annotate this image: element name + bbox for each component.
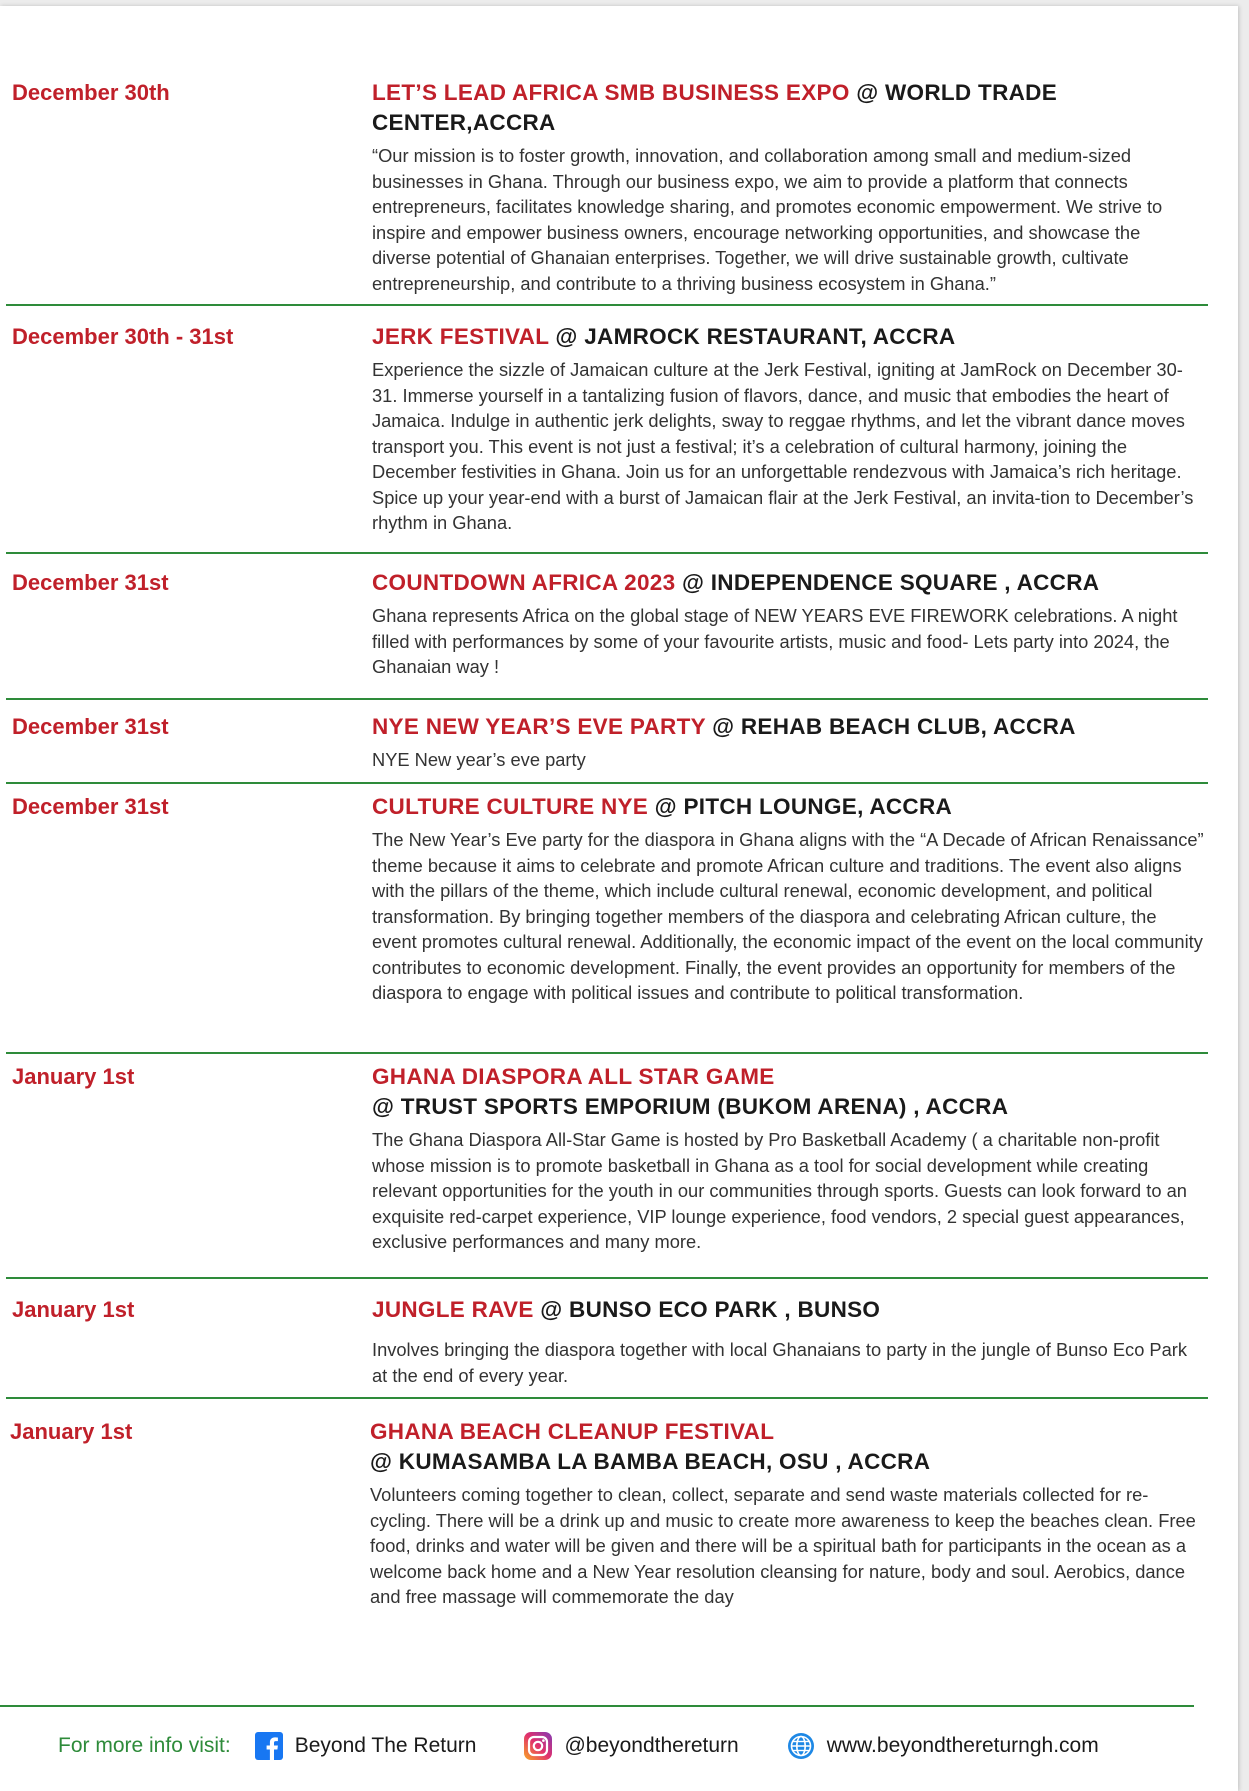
event-venue: @ REHAB BEACH CLUB, ACCRA [712, 714, 1076, 739]
event-title [372, 568, 1204, 598]
event-content [372, 1062, 1208, 1277]
event-name: GHANA DIASPORA ALL STAR GAME [372, 1064, 775, 1089]
event-row [6, 554, 1208, 700]
event-title [372, 322, 1204, 352]
facebook-icon [255, 1732, 283, 1760]
events-list [0, 78, 1238, 1629]
event-venue: @ PITCH LOUNGE, ACCRA [654, 794, 953, 819]
event-title [370, 1417, 1202, 1477]
event-venue: @ KUMASAMBA LA BAMBA BEACH, OSU , ACCRA [370, 1449, 931, 1474]
event-name: COUNTDOWN AFRICA 2023 [372, 570, 676, 595]
event-row [6, 306, 1208, 554]
event-venue: @ WORLD TRADE CENTER,ACCRA [372, 80, 1058, 135]
event-date: January 1st [12, 1064, 135, 1089]
event-row [4, 1399, 1206, 1629]
event-date: December 31st [12, 714, 169, 739]
website-label: www.beyondthereturngh.com [826, 1734, 1099, 1757]
event-row [6, 784, 1208, 1054]
event-row [6, 700, 1208, 784]
event-date: December 30th [12, 80, 170, 105]
globe-icon [787, 1732, 815, 1760]
event-content [372, 1295, 1208, 1397]
event-row [6, 1054, 1208, 1279]
event-content [372, 712, 1208, 782]
instagram-icon [524, 1732, 552, 1760]
event-title [372, 1062, 1204, 1122]
event-description: NYE New year’s eve party [372, 749, 586, 770]
instagram-label: @beyondthereturn [564, 1734, 739, 1757]
event-name: NYE NEW YEAR’S EVE PARTY [372, 714, 706, 739]
event-description: Experience the sizzle of Jamaican culture at the Jerk Festival, igniting at JamRock on December 30-31. Immerse yourself in a tantalizing fusion of flavors, dance, and music that embodies the heart of Jamaica. Indulge in authentic jerk delights, sway to reggae rhythms, and let the vibrant dance moves transport you. This event is not just a festival; it’s a celebration of cultural harmony, joining the December festivities in Ghana. Join us for an unforgettable rendezvous with Jamaica’s rich heritage. Spice up your year-end with a burst of Jamaican flair at the Jerk Festival, an invita-tion to December’s rhythm in Ghana. [372, 359, 1194, 533]
event-content [372, 792, 1208, 1052]
event-name: LET’S LEAD AFRICA SMB BUSINESS EXPO [372, 80, 850, 105]
event-date: December 31st [12, 794, 169, 819]
event-date: January 1st [10, 1419, 133, 1444]
event-venue: @ TRUST SPORTS EMPORIUM (BUKOM ARENA) , ACCRA [372, 1094, 1009, 1119]
event-row [6, 1279, 1208, 1399]
event-name: GHANA BEACH CLEANUP FESTIVAL [370, 1419, 775, 1444]
event-title [372, 78, 1204, 138]
event-date: December 31st [12, 570, 169, 595]
event-name: JERK FESTIVAL [372, 324, 549, 349]
event-description: The Ghana Diaspora All-Star Game is hosted by Pro Basketball Academy ( a charitable non-profit whose mission is to promote basketball in Ghana as a tool for social development while creating relevant opportunities for the youth in our communities through sports. Guests can look forward to an exquisite red-carpet experience, VIP lounge experience, food vendors, 2 special guest appearances, exclusive performances and many more. [372, 1129, 1187, 1252]
event-name: CULTURE CULTURE NYE [372, 794, 649, 819]
event-venue: @ INDEPENDENCE SQUARE , ACCRA [681, 570, 1100, 595]
event-date: January 1st [12, 1297, 135, 1322]
event-title [372, 1295, 1204, 1325]
event-content [370, 1417, 1206, 1629]
event-title [372, 712, 1204, 742]
event-venue: @ JAMROCK RESTAURANT, ACCRA [555, 324, 956, 349]
event-venue: @ BUNSO ECO PARK , BUNSO [540, 1297, 881, 1322]
event-row [6, 78, 1208, 306]
website-link[interactable] [787, 1732, 1099, 1760]
event-content [372, 568, 1208, 698]
footer-lead-text: For more info visit: [58, 1734, 231, 1757]
footer [58, 1728, 1147, 1764]
event-title [372, 792, 1204, 822]
event-content [372, 78, 1208, 304]
event-date: December 30th - 31st [12, 324, 234, 349]
event-description: “Our mission is to foster growth, innovation, and collaboration among small and medium-sized businesses in Ghana. Through our business expo, we aim to provide a platform that connects entrepreneurs, facilitates knowledge sharing, and promotes economic empowerment. We strive to inspire and empower business owners, encourage networking opportunities, and showcase the diverse potential of Ghanaian enterprises. Together, we will drive sustainable growth, cultivate entrepreneurship, and contribute to a thriving business ecosystem in Ghana.” [372, 145, 1163, 294]
document-page [0, 6, 1238, 1791]
facebook-label: Beyond The Return [294, 1734, 477, 1757]
event-description: Involves bringing the diaspora together with local Ghanaians to party in the jungle of Bunso Eco Park at the end of every year. [372, 1339, 1188, 1386]
event-description: Volunteers coming together to clean, collect, separate and send waste materials collected for re-cycling. There will be a drink up and music to create more awareness to keep the beaches clean. Free food, drinks and water will be given and there will be a spiritual bath for participants in the ocean as a welcome back home and a New Year resolution cleansing for nature, body and soul. Aerobics, dance and free massage will commemorate the day [370, 1484, 1196, 1607]
event-name: JUNGLE RAVE [372, 1297, 534, 1322]
footer-divider [0, 1705, 1194, 1707]
event-description: The New Year’s Eve party for the diaspora in Ghana aligns with the “A Decade of African Renaissance” theme because it aims to celebrate and promote African culture and traditions. The event also aligns with the pillars of the theme, which include cultural renewal, economic development, and political transformation. By bringing together members of the diaspora and celebrating African culture, the event promotes cultural renewal. Additionally, the economic impact of the event on the local community contributes to economic development. Finally, the event provides an opportunity for members of the diaspora to engage with political issues and contribute to political transformation. [372, 829, 1204, 1003]
event-content [372, 322, 1208, 552]
event-description: Ghana represents Africa on the global stage of NEW YEARS EVE FIREWORK celebrations. A night filled with performances by some of your favourite artists, music and food- Lets party into 2024, the Ghanaian way ! [372, 605, 1178, 677]
instagram-link[interactable] [524, 1732, 738, 1760]
facebook-link[interactable] [255, 1732, 477, 1760]
